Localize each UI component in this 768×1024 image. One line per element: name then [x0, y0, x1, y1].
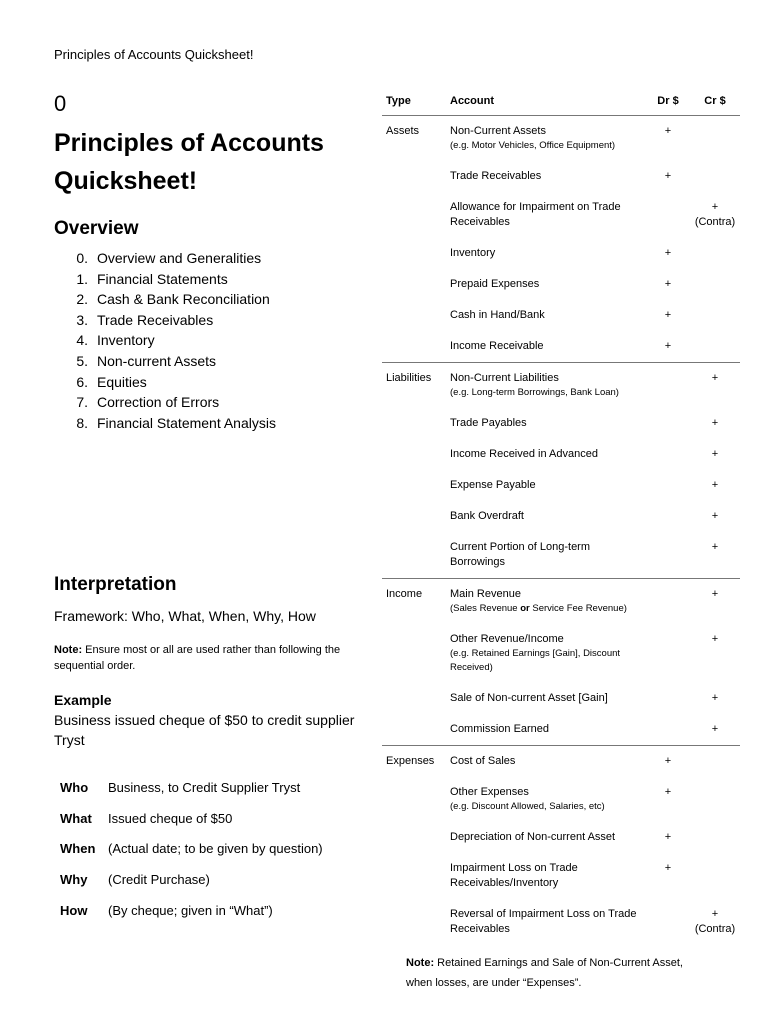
table-row	[382, 579, 740, 625]
column-header-dr: Dr $	[646, 95, 690, 116]
credit-cell	[690, 624, 740, 683]
credit-cell	[690, 579, 740, 625]
list-item: 5. Non-current Assets	[76, 352, 217, 369]
column-header-cr: Cr $	[690, 95, 740, 116]
account-name-cell	[446, 714, 646, 746]
credit-cell	[690, 116, 740, 162]
contra-label: (Contra)	[694, 216, 736, 228]
table-row: When (Actual date; to be given by question)	[60, 841, 323, 857]
account-name-cell	[446, 746, 646, 778]
account-name-cell	[446, 822, 646, 853]
account-name: Main Revenue	[450, 588, 521, 600]
account-name-cell	[446, 501, 646, 532]
credit-cell	[690, 161, 740, 192]
list-item: 2. Cash & Bank Reconciliation	[76, 291, 270, 308]
account-name-cell	[446, 192, 646, 238]
table-row	[382, 439, 740, 470]
account-name-cell	[446, 683, 646, 714]
debit-cell	[646, 501, 690, 532]
account-name: Prepaid Expenses	[450, 278, 540, 290]
account-name: Sale of Non-current Asset [Gain]	[450, 692, 608, 704]
page-title: Principles of Accounts Quicksheet!	[54, 129, 324, 195]
credit-cell	[690, 532, 740, 579]
table-row	[382, 624, 740, 683]
account-type-cell	[382, 439, 446, 470]
debit-cell: +	[664, 309, 672, 321]
credit-cell	[690, 714, 740, 746]
table-row	[382, 501, 740, 532]
account-name: Allowance for Impairment on Trade Receivables	[450, 201, 621, 228]
account-name: Cash in Hand/Bank	[450, 309, 545, 321]
debit-cell	[646, 192, 690, 238]
account-name: Income Received in Advanced	[450, 448, 598, 460]
debit-cell: +	[664, 862, 672, 874]
table-row	[382, 532, 740, 579]
account-type-cell	[382, 624, 446, 683]
table-row	[382, 853, 740, 899]
account-name: Inventory	[450, 247, 496, 259]
debit-cell	[646, 363, 690, 409]
account-name: Current Portion of Long-term Borrowings	[450, 541, 591, 568]
credit-cell	[690, 501, 740, 532]
account-name: Expense Payable	[450, 479, 536, 491]
credit-sign: +	[711, 908, 719, 920]
debit-cell	[646, 439, 690, 470]
credit-sign: +	[711, 633, 719, 645]
accounts-note: Note: Retained Earnings and Sale of Non-Current Asset, when losses, are under “Expenses”.	[406, 957, 683, 989]
credit-cell	[690, 899, 740, 945]
left-column	[54, 90, 359, 433]
account-name: Other Revenue/Income	[450, 633, 564, 645]
debit-cell: +	[664, 170, 672, 182]
account-example: (e.g. Discount Allowed, Salaries, etc)	[450, 801, 605, 812]
table-row	[382, 408, 740, 439]
example-heading: Example	[54, 692, 112, 708]
table-row	[382, 363, 740, 409]
debit-cell	[646, 714, 690, 746]
account-name-cell	[446, 408, 646, 439]
list-item: 7. Correction of Errors	[76, 394, 220, 411]
account-type-cell	[382, 331, 446, 363]
section-number: 0	[54, 91, 67, 116]
table-header-row	[382, 95, 740, 116]
account-name: Non-Current Liabilities	[450, 372, 559, 384]
debit-cell: +	[646, 746, 690, 778]
five-w-table	[60, 772, 323, 926]
account-type-cell	[382, 777, 446, 822]
account-name-cell	[446, 331, 646, 363]
debit-cell: +	[664, 278, 672, 290]
account-name: Depreciation of Non-current Asset	[450, 831, 616, 843]
page-header-title: Principles of Accounts Quicksheet!	[54, 47, 254, 62]
credit-cell	[690, 363, 740, 409]
account-type-cell	[382, 501, 446, 532]
credit-sign: +	[711, 201, 719, 213]
list-item: 6. Equities	[76, 373, 147, 390]
debit-cell	[646, 624, 690, 683]
account-name-cell	[446, 532, 646, 579]
account-type-cell	[382, 192, 446, 238]
credit-cell	[690, 192, 740, 238]
account-name-cell	[446, 624, 646, 683]
credit-cell	[690, 470, 740, 501]
account-name-cell	[446, 238, 646, 269]
account-type-cell	[382, 532, 446, 579]
accounts-table-body	[382, 116, 740, 946]
column-header-account: Account	[446, 95, 646, 116]
overview-list	[54, 248, 359, 433]
account-name-cell	[446, 579, 646, 625]
account-type-cell: Liabilities	[382, 363, 446, 409]
debit-cell	[646, 579, 690, 625]
table-row	[382, 192, 740, 238]
debit-cell	[646, 532, 690, 579]
accounts-table	[382, 95, 740, 945]
credit-sign: +	[711, 541, 719, 553]
debit-cell: +	[664, 831, 672, 843]
table-row	[382, 746, 740, 778]
account-type-cell	[382, 238, 446, 269]
account-name-cell	[446, 269, 646, 300]
contra-label: (Contra)	[694, 923, 736, 935]
account-name: Non-Current Assets	[450, 125, 546, 137]
credit-cell	[690, 238, 740, 269]
account-name: Reversal of Impairment Loss on Trade Receivables	[450, 908, 637, 935]
account-name-cell	[446, 899, 646, 945]
account-name: Commission Earned	[450, 723, 550, 735]
credit-cell	[690, 331, 740, 363]
credit-cell	[690, 683, 740, 714]
table-row	[382, 899, 740, 945]
account-type-cell	[382, 899, 446, 945]
table-row	[382, 714, 740, 746]
table-row	[382, 777, 740, 822]
account-type-cell	[382, 161, 446, 192]
credit-sign: +	[711, 448, 719, 460]
table-row	[382, 300, 740, 331]
account-name-cell	[446, 853, 646, 899]
credit-sign: +	[711, 692, 719, 704]
credit-cell	[690, 408, 740, 439]
account-example: (e.g. Motor Vehicles, Office Equipment)	[450, 140, 616, 151]
list-item: 0. Overview and Generalities	[76, 250, 262, 266]
credit-cell	[690, 853, 740, 899]
credit-sign: +	[711, 510, 719, 522]
account-type-cell: Income	[382, 579, 446, 625]
table-row	[382, 331, 740, 363]
table-row	[382, 683, 740, 714]
account-type-cell: Expenses	[382, 746, 446, 778]
debit-cell	[646, 470, 690, 501]
debit-cell	[646, 899, 690, 945]
account-type-cell	[382, 822, 446, 853]
account-name-cell	[446, 116, 646, 162]
debit-cell: +	[664, 247, 672, 259]
list-item: 4. Inventory	[76, 332, 155, 349]
table-row	[382, 269, 740, 300]
debit-cell: +	[664, 125, 672, 137]
account-type-cell	[382, 300, 446, 331]
credit-sign: +	[711, 479, 719, 491]
account-name-cell	[446, 777, 646, 822]
interpretation-note: Note: Ensure most or all are used rather than following the sequential order.	[54, 644, 341, 672]
table-row: How (By cheque; given in “What”)	[60, 903, 273, 919]
account-name: Impairment Loss on Trade Receivables/Inventory	[450, 862, 578, 889]
account-type-cell	[382, 470, 446, 501]
account-name-cell	[446, 300, 646, 331]
list-item: 3. Trade Receivables	[76, 311, 214, 328]
credit-sign: +	[711, 417, 719, 429]
credit-sign: +	[711, 588, 719, 600]
credit-sign: +	[711, 372, 719, 384]
account-name: Cost of Sales	[450, 755, 516, 767]
list-item: 8. Financial Statement Analysis	[76, 414, 276, 431]
list-item: 1. Financial Statements	[76, 270, 228, 287]
account-name-cell	[446, 363, 646, 409]
account-type-cell	[382, 269, 446, 300]
interpretation-heading: Interpretation	[54, 574, 177, 595]
debit-cell	[646, 408, 690, 439]
table-row	[382, 161, 740, 192]
table-row	[382, 238, 740, 269]
account-name: Trade Receivables	[450, 170, 542, 182]
framework-text: Framework: Who, What, When, Why, How	[54, 608, 316, 624]
table-row: Who Business, to Credit Supplier Tryst	[60, 779, 301, 795]
account-type-cell	[382, 853, 446, 899]
table-row	[382, 470, 740, 501]
credit-sign: +	[711, 723, 719, 735]
credit-cell	[690, 777, 740, 822]
column-header-type: Type	[382, 95, 446, 116]
credit-cell	[690, 746, 740, 778]
debit-cell: +	[664, 786, 672, 798]
account-example: (Sales Revenue or Service Fee Revenue)	[450, 603, 627, 614]
account-type-cell	[382, 683, 446, 714]
account-name-cell	[446, 161, 646, 192]
account-type-cell: Assets	[386, 125, 420, 137]
account-name: Trade Payables	[450, 417, 527, 429]
credit-cell	[690, 269, 740, 300]
credit-cell	[690, 300, 740, 331]
credit-cell	[690, 822, 740, 853]
accounts-section	[382, 95, 740, 993]
table-row: What Issued cheque of $50	[60, 810, 233, 826]
account-example: (e.g. Long-term Borrowings, Bank Loan)	[450, 387, 619, 398]
account-name-cell	[446, 439, 646, 470]
table-row	[382, 822, 740, 853]
example-text: Business issued cheque of $50 to credit supplier Tryst	[54, 712, 355, 748]
debit-cell	[646, 683, 690, 714]
account-name: Other Expenses	[450, 786, 529, 798]
account-name: Income Receivable	[450, 340, 544, 352]
table-row	[382, 116, 740, 162]
account-type-cell	[382, 408, 446, 439]
table-row: Why (Credit Purchase)	[60, 872, 210, 888]
account-example: (e.g. Retained Earnings [Gain], Discount Received)	[450, 648, 621, 673]
overview-heading: Overview	[54, 218, 139, 239]
account-name-cell	[446, 470, 646, 501]
credit-cell	[690, 439, 740, 470]
account-type-cell	[382, 714, 446, 746]
account-name: Bank Overdraft	[450, 510, 524, 522]
debit-cell: +	[664, 340, 672, 352]
interpretation-section	[54, 574, 359, 926]
